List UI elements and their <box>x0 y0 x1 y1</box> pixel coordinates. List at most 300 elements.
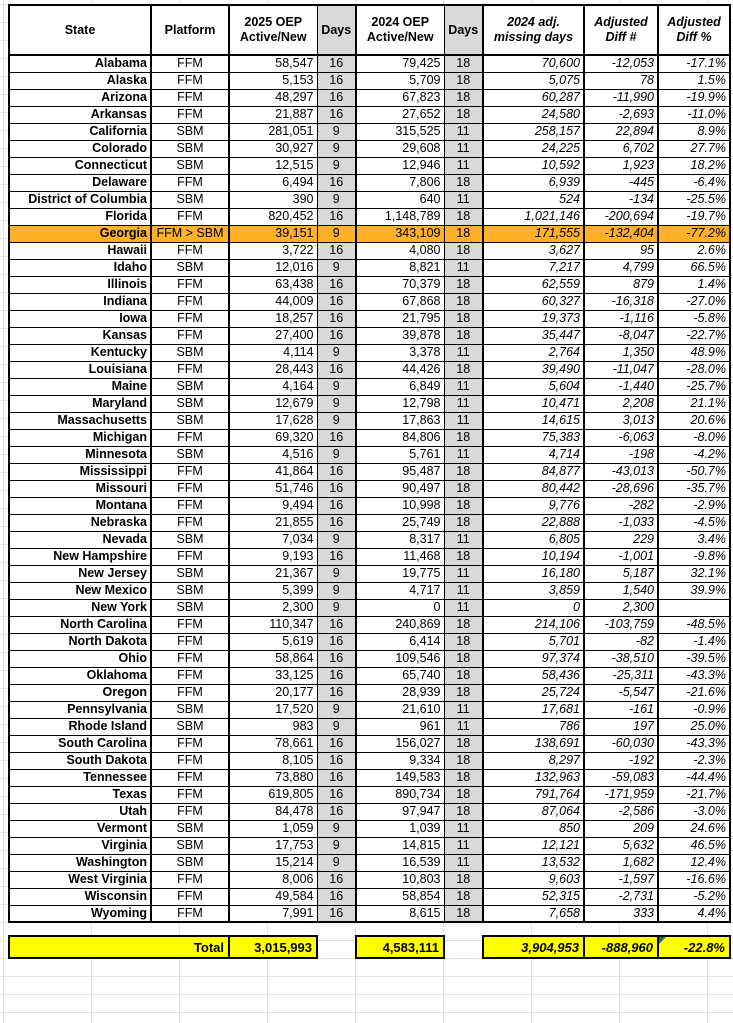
oep-2024-cell[interactable]: 44,426 <box>356 361 444 378</box>
adjusted-diff-num-cell[interactable]: 1,350 <box>584 344 658 361</box>
adjusted-diff-pct-cell[interactable]: -77.2% <box>658 225 730 242</box>
adjusted-diff-pct-cell[interactable]: -2.3% <box>658 752 730 769</box>
days-2024-cell[interactable]: 18 <box>444 361 483 378</box>
platform-cell[interactable]: FFM <box>151 463 229 480</box>
adjusted-diff-num-cell[interactable]: 6,702 <box>584 140 658 157</box>
oep-2024-cell[interactable]: 67,868 <box>356 293 444 310</box>
adj-missing-days-cell[interactable]: 58,436 <box>483 667 584 684</box>
oep-2025-cell[interactable]: 5,153 <box>229 72 317 89</box>
adjusted-diff-pct-cell[interactable]: -16.6% <box>658 871 730 888</box>
state-cell[interactable]: Michigan <box>9 429 151 446</box>
adj-missing-days-cell[interactable]: 3,627 <box>483 242 584 259</box>
adjusted-diff-num-cell[interactable]: -1,597 <box>584 871 658 888</box>
oep-2024-cell[interactable]: 1,148,789 <box>356 208 444 225</box>
adjusted-diff-num-cell[interactable]: -1,440 <box>584 378 658 395</box>
state-cell[interactable]: Vermont <box>9 820 151 837</box>
oep-2025-cell[interactable]: 8,105 <box>229 752 317 769</box>
adjusted-diff-num-cell[interactable]: -11,047 <box>584 361 658 378</box>
days-2025-cell[interactable]: 16 <box>317 429 356 446</box>
oep-2024-cell[interactable]: 17,863 <box>356 412 444 429</box>
adj-missing-days-cell[interactable]: 1,021,146 <box>483 208 584 225</box>
platform-cell[interactable]: FFM <box>151 548 229 565</box>
days-2024-cell[interactable]: 11 <box>444 412 483 429</box>
state-cell[interactable]: Wisconsin <box>9 888 151 905</box>
adjusted-diff-pct-cell[interactable]: 21.1% <box>658 395 730 412</box>
platform-cell[interactable]: FFM <box>151 888 229 905</box>
state-cell[interactable]: South Carolina <box>9 735 151 752</box>
adjusted-diff-pct-cell[interactable]: 46.5% <box>658 837 730 854</box>
oep-2024-cell[interactable]: 961 <box>356 718 444 735</box>
adjusted-diff-num-cell[interactable]: 1,682 <box>584 854 658 871</box>
oep-2025-cell[interactable]: 390 <box>229 191 317 208</box>
adj-missing-days-cell[interactable]: 8,297 <box>483 752 584 769</box>
state-cell[interactable]: Rhode Island <box>9 718 151 735</box>
platform-cell[interactable]: SBM <box>151 191 229 208</box>
oep-2024-cell[interactable]: 1,039 <box>356 820 444 837</box>
oep-2024-cell[interactable]: 3,378 <box>356 344 444 361</box>
state-cell[interactable]: Oklahoma <box>9 667 151 684</box>
oep-2025-cell[interactable]: 63,438 <box>229 276 317 293</box>
days-2024-cell[interactable]: 18 <box>444 633 483 650</box>
oep-2024-cell[interactable]: 12,798 <box>356 395 444 412</box>
adjusted-diff-pct-cell[interactable]: 4.4% <box>658 905 730 922</box>
state-cell[interactable]: California <box>9 123 151 140</box>
adj-missing-days-cell[interactable]: 39,490 <box>483 361 584 378</box>
adj-missing-days-cell[interactable]: 524 <box>483 191 584 208</box>
oep-2024-cell[interactable]: 0 <box>356 599 444 616</box>
adjusted-diff-num-cell[interactable]: -60,030 <box>584 735 658 752</box>
oep-2024-cell[interactable]: 28,939 <box>356 684 444 701</box>
state-cell[interactable]: Illinois <box>9 276 151 293</box>
platform-cell[interactable]: FFM <box>151 684 229 701</box>
days-2025-cell[interactable]: 9 <box>317 157 356 174</box>
state-cell[interactable]: Alaska <box>9 72 151 89</box>
oep-2025-cell[interactable]: 4,516 <box>229 446 317 463</box>
days-2025-cell[interactable]: 9 <box>317 412 356 429</box>
days-2024-cell[interactable]: 18 <box>444 548 483 565</box>
adj-missing-days-cell[interactable]: 22,888 <box>483 514 584 531</box>
oep-2024-cell[interactable]: 343,109 <box>356 225 444 242</box>
oep-2024-cell[interactable]: 156,027 <box>356 735 444 752</box>
oep-2024-cell[interactable]: 8,615 <box>356 905 444 922</box>
adjusted-diff-pct-cell[interactable] <box>658 599 730 616</box>
days-2025-cell[interactable]: 9 <box>317 854 356 871</box>
adj-missing-days-cell[interactable]: 70,600 <box>483 55 584 72</box>
days-2025-cell[interactable]: 16 <box>317 803 356 820</box>
days-2025-cell[interactable]: 16 <box>317 55 356 72</box>
adjusted-diff-num-cell[interactable]: -8,047 <box>584 327 658 344</box>
adjusted-diff-pct-cell[interactable]: 8.9% <box>658 123 730 140</box>
adjusted-diff-pct-cell[interactable]: 27.7% <box>658 140 730 157</box>
platform-cell[interactable]: FFM <box>151 786 229 803</box>
oep-2024-cell[interactable]: 7,806 <box>356 174 444 191</box>
days-2024-cell[interactable]: 18 <box>444 310 483 327</box>
days-2024-cell[interactable]: 18 <box>444 174 483 191</box>
platform-cell[interactable]: SBM <box>151 140 229 157</box>
oep-2024-cell[interactable]: 8,821 <box>356 259 444 276</box>
platform-cell[interactable]: SBM <box>151 157 229 174</box>
days-2024-cell[interactable]: 11 <box>444 701 483 718</box>
oep-2025-cell[interactable]: 18,257 <box>229 310 317 327</box>
oep-2025-cell[interactable]: 21,887 <box>229 106 317 123</box>
state-cell[interactable]: Georgia <box>9 225 151 242</box>
days-2025-cell[interactable]: 16 <box>317 667 356 684</box>
platform-cell[interactable]: FFM > SBM <box>151 225 229 242</box>
oep-2024-cell[interactable]: 27,652 <box>356 106 444 123</box>
state-cell[interactable]: Colorado <box>9 140 151 157</box>
adj-missing-days-cell[interactable]: 24,580 <box>483 106 584 123</box>
oep-2024-cell[interactable]: 58,854 <box>356 888 444 905</box>
adj-missing-days-cell[interactable]: 2,764 <box>483 344 584 361</box>
platform-cell[interactable]: SBM <box>151 446 229 463</box>
days-2025-cell[interactable]: 16 <box>317 633 356 650</box>
platform-cell[interactable]: FFM <box>151 429 229 446</box>
oep-2024-cell[interactable]: 70,379 <box>356 276 444 293</box>
state-cell[interactable]: Missouri <box>9 480 151 497</box>
days-2025-cell[interactable]: 9 <box>317 344 356 361</box>
platform-cell[interactable]: SBM <box>151 701 229 718</box>
days-2025-cell[interactable]: 16 <box>317 497 356 514</box>
header-cell-2025-oep[interactable]: 2025 OEP Active/New <box>229 5 317 55</box>
days-2025-cell[interactable]: 16 <box>317 650 356 667</box>
platform-cell[interactable]: FFM <box>151 735 229 752</box>
state-cell[interactable]: Florida <box>9 208 151 225</box>
state-cell[interactable]: Minnesota <box>9 446 151 463</box>
days-2024-cell[interactable]: 18 <box>444 89 483 106</box>
adjusted-diff-num-cell[interactable]: -2,693 <box>584 106 658 123</box>
state-cell[interactable]: New Hampshire <box>9 548 151 565</box>
adjusted-diff-pct-cell[interactable]: -17.1% <box>658 55 730 72</box>
adj-missing-days-cell[interactable]: 24,225 <box>483 140 584 157</box>
platform-cell[interactable]: SBM <box>151 344 229 361</box>
header-cell-adjusted-diff-num[interactable]: Adjusted Diff # <box>584 5 658 55</box>
days-2025-cell[interactable]: 9 <box>317 599 356 616</box>
platform-cell[interactable]: FFM <box>151 905 229 922</box>
state-cell[interactable]: Alabama <box>9 55 151 72</box>
adjusted-diff-num-cell[interactable]: 879 <box>584 276 658 293</box>
oep-2025-cell[interactable]: 39,151 <box>229 225 317 242</box>
platform-cell[interactable]: FFM <box>151 89 229 106</box>
state-cell[interactable]: Kansas <box>9 327 151 344</box>
platform-cell[interactable]: FFM <box>151 633 229 650</box>
oep-2024-cell[interactable]: 67,823 <box>356 89 444 106</box>
oep-2025-cell[interactable]: 9,494 <box>229 497 317 514</box>
state-cell[interactable]: Indiana <box>9 293 151 310</box>
total-oep-2024-cell[interactable]: 4,583,111 <box>356 936 444 958</box>
oep-2025-cell[interactable]: 15,214 <box>229 854 317 871</box>
adjusted-diff-pct-cell[interactable]: -1.4% <box>658 633 730 650</box>
adjusted-diff-pct-cell[interactable]: -9.8% <box>658 548 730 565</box>
adj-missing-days-cell[interactable]: 5,604 <box>483 378 584 395</box>
total-label-cell[interactable]: Total <box>9 936 229 958</box>
platform-cell[interactable]: FFM <box>151 769 229 786</box>
adjusted-diff-pct-cell[interactable]: -21.7% <box>658 786 730 803</box>
adjusted-diff-pct-cell[interactable]: -4.2% <box>658 446 730 463</box>
days-2024-cell[interactable]: 11 <box>444 378 483 395</box>
header-cell-days-2024[interactable]: Days <box>444 5 483 55</box>
days-2024-cell[interactable]: 18 <box>444 514 483 531</box>
oep-2025-cell[interactable]: 17,520 <box>229 701 317 718</box>
adjusted-diff-num-cell[interactable]: -28,696 <box>584 480 658 497</box>
days-2025-cell[interactable]: 9 <box>317 531 356 548</box>
oep-2025-cell[interactable]: 28,443 <box>229 361 317 378</box>
oep-2024-cell[interactable]: 8,317 <box>356 531 444 548</box>
oep-2025-cell[interactable]: 21,367 <box>229 565 317 582</box>
adj-missing-days-cell[interactable]: 9,776 <box>483 497 584 514</box>
days-2025-cell[interactable]: 9 <box>317 701 356 718</box>
days-2024-cell[interactable]: 18 <box>444 786 483 803</box>
adjusted-diff-pct-cell[interactable]: -25.5% <box>658 191 730 208</box>
adjusted-diff-num-cell[interactable]: 22,894 <box>584 123 658 140</box>
platform-cell[interactable]: SBM <box>151 582 229 599</box>
state-cell[interactable]: Maine <box>9 378 151 395</box>
state-cell[interactable]: New York <box>9 599 151 616</box>
days-2024-cell[interactable]: 11 <box>444 531 483 548</box>
oep-2024-cell[interactable]: 14,815 <box>356 837 444 854</box>
days-2025-cell[interactable]: 9 <box>317 378 356 395</box>
adjusted-diff-pct-cell[interactable]: 3.4% <box>658 531 730 548</box>
days-2025-cell[interactable]: 16 <box>317 752 356 769</box>
platform-cell[interactable]: FFM <box>151 667 229 684</box>
state-cell[interactable]: North Carolina <box>9 616 151 633</box>
platform-cell[interactable]: SBM <box>151 854 229 871</box>
days-2025-cell[interactable]: 16 <box>317 463 356 480</box>
state-cell[interactable]: Mississippi <box>9 463 151 480</box>
header-cell-2024-oep[interactable]: 2024 OEP Active/New <box>356 5 444 55</box>
days-2025-cell[interactable]: 16 <box>317 72 356 89</box>
adj-missing-days-cell[interactable]: 214,106 <box>483 616 584 633</box>
adj-missing-days-cell[interactable]: 10,592 <box>483 157 584 174</box>
oep-2025-cell[interactable]: 7,991 <box>229 905 317 922</box>
state-cell[interactable]: Washington <box>9 854 151 871</box>
oep-2024-cell[interactable]: 240,869 <box>356 616 444 633</box>
oep-2024-cell[interactable]: 315,525 <box>356 123 444 140</box>
oep-2025-cell[interactable]: 30,927 <box>229 140 317 157</box>
oep-2025-cell[interactable]: 5,619 <box>229 633 317 650</box>
platform-cell[interactable]: FFM <box>151 650 229 667</box>
state-cell[interactable]: Kentucky <box>9 344 151 361</box>
adj-missing-days-cell[interactable]: 6,939 <box>483 174 584 191</box>
state-cell[interactable]: Connecticut <box>9 157 151 174</box>
state-cell[interactable]: New Mexico <box>9 582 151 599</box>
adjusted-diff-num-cell[interactable]: -59,083 <box>584 769 658 786</box>
days-2024-cell[interactable]: 11 <box>444 582 483 599</box>
total-adjusted-diff-pct-cell[interactable] <box>658 936 730 958</box>
platform-cell[interactable]: SBM <box>151 837 229 854</box>
platform-cell[interactable]: FFM <box>151 361 229 378</box>
days-2024-cell[interactable]: 18 <box>444 480 483 497</box>
adjusted-diff-pct-cell[interactable]: -2.9% <box>658 497 730 514</box>
adjusted-diff-pct-cell[interactable]: -4.5% <box>658 514 730 531</box>
days-2024-cell[interactable]: 18 <box>444 55 483 72</box>
days-2025-cell[interactable]: 16 <box>317 684 356 701</box>
adj-missing-days-cell[interactable]: 80,442 <box>483 480 584 497</box>
state-cell[interactable]: Texas <box>9 786 151 803</box>
days-2025-cell[interactable]: 16 <box>317 293 356 310</box>
days-2024-cell[interactable]: 11 <box>444 123 483 140</box>
oep-2024-cell[interactable]: 12,946 <box>356 157 444 174</box>
adjusted-diff-pct-cell[interactable]: -19.7% <box>658 208 730 225</box>
adjusted-diff-num-cell[interactable]: -38,510 <box>584 650 658 667</box>
adj-missing-days-cell[interactable]: 75,383 <box>483 429 584 446</box>
days-2025-cell[interactable]: 9 <box>317 582 356 599</box>
adj-missing-days-cell[interactable]: 791,764 <box>483 786 584 803</box>
oep-2024-cell[interactable]: 95,487 <box>356 463 444 480</box>
days-2024-cell[interactable]: 18 <box>444 106 483 123</box>
adjusted-diff-pct-cell[interactable]: -27.0% <box>658 293 730 310</box>
state-cell[interactable]: Louisiana <box>9 361 151 378</box>
adj-missing-days-cell[interactable]: 10,471 <box>483 395 584 412</box>
adjusted-diff-num-cell[interactable]: -103,759 <box>584 616 658 633</box>
platform-cell[interactable]: FFM <box>151 293 229 310</box>
days-2024-cell[interactable]: 18 <box>444 72 483 89</box>
adjusted-diff-num-cell[interactable]: 197 <box>584 718 658 735</box>
oep-2025-cell[interactable]: 8,006 <box>229 871 317 888</box>
days-2025-cell[interactable]: 16 <box>317 905 356 922</box>
oep-2024-cell[interactable]: 11,468 <box>356 548 444 565</box>
days-2024-cell[interactable]: 18 <box>444 871 483 888</box>
adj-missing-days-cell[interactable]: 4,714 <box>483 446 584 463</box>
days-2025-cell[interactable]: 16 <box>317 208 356 225</box>
platform-cell[interactable]: FFM <box>151 174 229 191</box>
oep-2024-cell[interactable]: 5,761 <box>356 446 444 463</box>
days-2024-cell[interactable]: 18 <box>444 888 483 905</box>
days-2024-cell[interactable]: 11 <box>444 837 483 854</box>
days-2024-cell[interactable]: 11 <box>444 259 483 276</box>
adjusted-diff-num-cell[interactable]: -82 <box>584 633 658 650</box>
days-2025-cell[interactable]: 16 <box>317 735 356 752</box>
state-cell[interactable]: Arkansas <box>9 106 151 123</box>
oep-2025-cell[interactable]: 78,661 <box>229 735 317 752</box>
days-2025-cell[interactable]: 16 <box>317 89 356 106</box>
days-2024-cell[interactable]: 11 <box>444 140 483 157</box>
oep-2024-cell[interactable]: 21,795 <box>356 310 444 327</box>
oep-2024-cell[interactable]: 90,497 <box>356 480 444 497</box>
adjusted-diff-pct-cell[interactable]: -44.4% <box>658 769 730 786</box>
days-2024-cell[interactable]: 18 <box>444 735 483 752</box>
days-2025-cell[interactable]: 9 <box>317 191 356 208</box>
oep-2024-cell[interactable]: 6,414 <box>356 633 444 650</box>
state-cell[interactable]: West Virginia <box>9 871 151 888</box>
days-2024-cell[interactable]: 11 <box>444 344 483 361</box>
state-cell[interactable]: Tennessee <box>9 769 151 786</box>
oep-2024-cell[interactable]: 5,709 <box>356 72 444 89</box>
platform-cell[interactable]: SBM <box>151 378 229 395</box>
adj-missing-days-cell[interactable]: 60,287 <box>483 89 584 106</box>
header-cell-adj-missing-days[interactable]: 2024 adj. missing days <box>483 5 584 55</box>
platform-cell[interactable]: FFM <box>151 55 229 72</box>
adj-missing-days-cell[interactable]: 3,859 <box>483 582 584 599</box>
adj-missing-days-cell[interactable]: 7,217 <box>483 259 584 276</box>
adjusted-diff-pct-cell[interactable]: -5.8% <box>658 310 730 327</box>
state-cell[interactable]: North Dakota <box>9 633 151 650</box>
adjusted-diff-pct-cell[interactable]: -0.9% <box>658 701 730 718</box>
oep-2024-cell[interactable]: 10,998 <box>356 497 444 514</box>
state-cell[interactable]: Wyoming <box>9 905 151 922</box>
days-2025-cell[interactable]: 16 <box>317 276 356 293</box>
adjusted-diff-num-cell[interactable]: -16,318 <box>584 293 658 310</box>
platform-cell[interactable]: SBM <box>151 412 229 429</box>
days-2025-cell[interactable]: 9 <box>317 225 356 242</box>
adjusted-diff-num-cell[interactable]: -161 <box>584 701 658 718</box>
platform-cell[interactable]: FFM <box>151 497 229 514</box>
state-cell[interactable]: Montana <box>9 497 151 514</box>
oep-2025-cell[interactable]: 20,177 <box>229 684 317 701</box>
oep-2025-cell[interactable]: 12,016 <box>229 259 317 276</box>
adjusted-diff-num-cell[interactable]: -134 <box>584 191 658 208</box>
adjusted-diff-num-cell[interactable]: 229 <box>584 531 658 548</box>
adjusted-diff-pct-cell[interactable]: -50.7% <box>658 463 730 480</box>
days-2025-cell[interactable]: 16 <box>317 327 356 344</box>
adj-missing-days-cell[interactable]: 7,658 <box>483 905 584 922</box>
adjusted-diff-pct-cell[interactable]: 18.2% <box>658 157 730 174</box>
adjusted-diff-num-cell[interactable]: -198 <box>584 446 658 463</box>
adj-missing-days-cell[interactable]: 6,805 <box>483 531 584 548</box>
oep-2024-cell[interactable]: 4,717 <box>356 582 444 599</box>
days-2025-cell[interactable]: 9 <box>317 446 356 463</box>
days-2024-cell[interactable]: 18 <box>444 905 483 922</box>
state-cell[interactable]: Maryland <box>9 395 151 412</box>
adjusted-diff-num-cell[interactable]: 5,632 <box>584 837 658 854</box>
days-2025-cell[interactable]: 16 <box>317 888 356 905</box>
adjusted-diff-num-cell[interactable]: -445 <box>584 174 658 191</box>
oep-2025-cell[interactable]: 33,125 <box>229 667 317 684</box>
days-2025-cell[interactable]: 9 <box>317 395 356 412</box>
days-2024-cell[interactable]: 18 <box>444 497 483 514</box>
adj-missing-days-cell[interactable]: 25,724 <box>483 684 584 701</box>
platform-cell[interactable]: FFM <box>151 242 229 259</box>
oep-2025-cell[interactable]: 5,399 <box>229 582 317 599</box>
oep-2025-cell[interactable]: 69,320 <box>229 429 317 446</box>
adj-missing-days-cell[interactable]: 87,064 <box>483 803 584 820</box>
oep-2024-cell[interactable]: 10,803 <box>356 871 444 888</box>
oep-2025-cell[interactable]: 58,547 <box>229 55 317 72</box>
header-cell-state[interactable]: State <box>9 5 151 55</box>
adjusted-diff-num-cell[interactable]: -11,990 <box>584 89 658 106</box>
adjusted-diff-num-cell[interactable]: 209 <box>584 820 658 837</box>
days-2025-cell[interactable]: 9 <box>317 837 356 854</box>
adj-missing-days-cell[interactable]: 786 <box>483 718 584 735</box>
state-cell[interactable]: Nevada <box>9 531 151 548</box>
oep-2024-cell[interactable]: 16,539 <box>356 854 444 871</box>
platform-cell[interactable]: FFM <box>151 327 229 344</box>
oep-2025-cell[interactable]: 281,051 <box>229 123 317 140</box>
days-2025-cell[interactable]: 16 <box>317 616 356 633</box>
platform-cell[interactable]: SBM <box>151 395 229 412</box>
oep-2025-cell[interactable]: 12,679 <box>229 395 317 412</box>
oep-2025-cell[interactable]: 84,478 <box>229 803 317 820</box>
adjusted-diff-num-cell[interactable]: -6,063 <box>584 429 658 446</box>
oep-2024-cell[interactable]: 6,849 <box>356 378 444 395</box>
platform-cell[interactable]: SBM <box>151 565 229 582</box>
oep-2025-cell[interactable]: 4,164 <box>229 378 317 395</box>
adjusted-diff-pct-cell[interactable]: 1.4% <box>658 276 730 293</box>
oep-2025-cell[interactable]: 110,347 <box>229 616 317 633</box>
state-cell[interactable]: Nebraska <box>9 514 151 531</box>
adjusted-diff-num-cell[interactable]: -282 <box>584 497 658 514</box>
oep-2025-cell[interactable]: 619,805 <box>229 786 317 803</box>
oep-2025-cell[interactable]: 21,855 <box>229 514 317 531</box>
days-2024-cell[interactable]: 11 <box>444 157 483 174</box>
state-cell[interactable]: Hawaii <box>9 242 151 259</box>
days-2024-cell[interactable]: 18 <box>444 667 483 684</box>
adj-missing-days-cell[interactable]: 97,374 <box>483 650 584 667</box>
days-2024-cell[interactable]: 11 <box>444 718 483 735</box>
adjusted-diff-pct-cell[interactable]: -48.5% <box>658 616 730 633</box>
state-cell[interactable]: Virginia <box>9 837 151 854</box>
oep-2025-cell[interactable]: 41,864 <box>229 463 317 480</box>
oep-2025-cell[interactable]: 9,193 <box>229 548 317 565</box>
